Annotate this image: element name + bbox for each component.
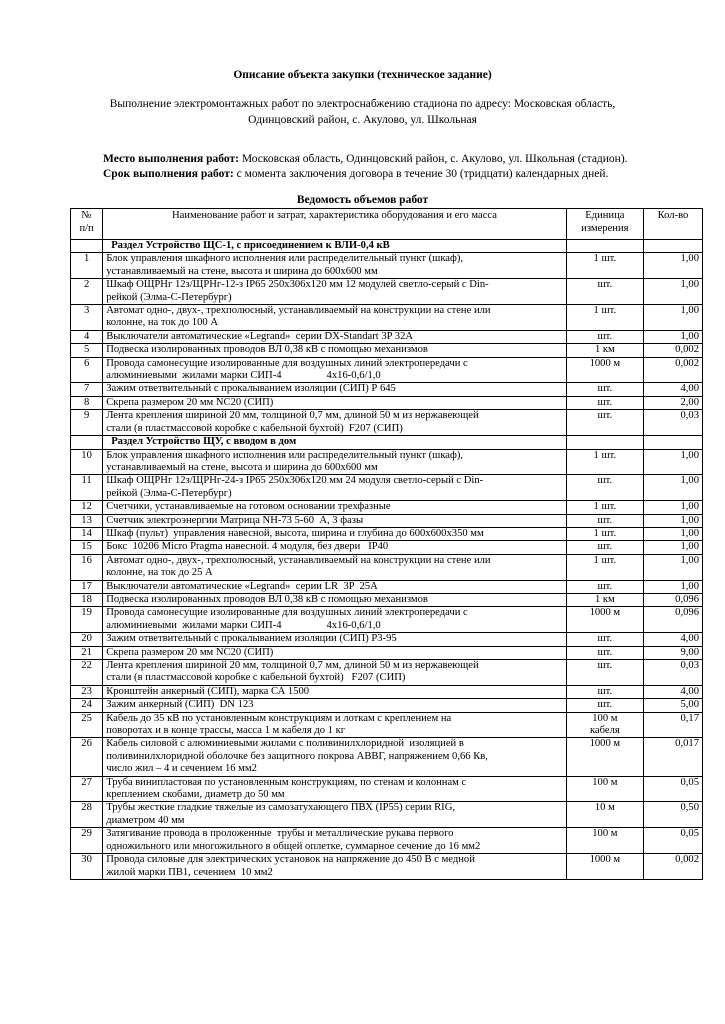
cell-qty: 0,05 (643, 776, 702, 802)
cell-num: 15 (71, 541, 103, 554)
cell-num: 29 (71, 828, 103, 854)
cell-unit (566, 305, 643, 331)
cell-name-line: одножильного или многожильного в общей оплетке, суммарное сечение до 16 мм2 (106, 840, 481, 852)
header-num-line: № (81, 210, 92, 221)
cell-name (103, 660, 567, 686)
cell-name (103, 279, 567, 305)
cell-unit (566, 660, 643, 686)
cell-qty: 1,00 (643, 279, 702, 305)
cell-name-line: поворотах и в конце трассы, масса 1 м кабеля до 1 кг (106, 725, 346, 737)
cell-name (103, 580, 567, 593)
cell-name (103, 449, 567, 475)
table-row (71, 828, 703, 854)
cell-name-line: Кронштейн анкерный (СИП), марка СА 1500 (106, 685, 310, 697)
table-row (71, 712, 703, 738)
cell-unit-line: шт. (597, 685, 613, 697)
cell-unit (566, 240, 643, 253)
work-place (103, 152, 703, 167)
table-row (71, 305, 703, 331)
cell-unit (566, 541, 643, 554)
cell-num: 20 (71, 633, 103, 646)
cell-qty: 0,017 (643, 738, 702, 776)
cell-name (103, 383, 567, 396)
cell-qty: 1,00 (643, 501, 702, 514)
cell-unit-line: 100 м (592, 828, 618, 840)
table-row (71, 527, 703, 540)
cell-name-line: Автомат одно-, двух-, трехполюсный, устанавливаемый на конструкции на стене или (106, 305, 491, 317)
cell-qty: 0,50 (643, 802, 702, 828)
cell-name-line: Зажим анкерный (СИП) DN 123 (106, 699, 254, 711)
cell-name (103, 593, 567, 606)
cell-unit (566, 344, 643, 357)
cell-num: 16 (71, 554, 103, 580)
work-place-value: Московская область, Одинцовский район, с. Акулово, ул. Школьная (стадион). (238, 153, 628, 165)
cell-unit-line: 10 м (594, 802, 615, 814)
cell-qty: 1,00 (643, 541, 702, 554)
cell-qty: 1,00 (643, 527, 702, 540)
cell-name-line: Кабель силовой с алюминиевыми жилами с поливинилхлоридной изоляцией в (106, 738, 464, 750)
cell-num: 27 (71, 776, 103, 802)
table-row (71, 593, 703, 606)
cell-name-line: Труба винипластовая по установленным конструкциям, по стенам и колоннам с (106, 776, 467, 788)
cell-name (103, 554, 567, 580)
cell-name (103, 607, 567, 633)
cell-qty: 1,00 (643, 253, 702, 279)
table-row (71, 501, 703, 514)
table-row (71, 660, 703, 686)
cell-unit (566, 501, 643, 514)
cell-unit (566, 436, 643, 449)
cell-name-line: Скрепа размером 20 мм NC20 (СИП) (106, 646, 274, 658)
table-row (71, 253, 703, 279)
cell-qty: 0,096 (643, 593, 702, 606)
cell-unit-line: шт. (597, 279, 613, 291)
header-name (103, 209, 567, 240)
cell-unit-line: шт. (597, 410, 613, 422)
cell-name (103, 712, 567, 738)
cell-unit (566, 607, 643, 633)
header-qty-text: Кол-во (657, 210, 689, 221)
cell-num: 9 (71, 410, 103, 436)
cell-qty: 0,002 (643, 854, 702, 880)
cell-num: 5 (71, 344, 103, 357)
work-term (103, 167, 703, 182)
cell-name-line: Провода силовые для электрических установок на напряжение до 450 В с медной (106, 854, 475, 866)
cell-num: 10 (71, 449, 103, 475)
cell-qty (643, 240, 702, 253)
cell-name-line: стали (в пластмассовой коробке с кабельной бухтой) F207 (СИП) (106, 672, 406, 684)
cell-unit (566, 449, 643, 475)
cell-unit (566, 712, 643, 738)
table-row (71, 541, 703, 554)
table-row (71, 330, 703, 343)
table-row (71, 449, 703, 475)
cell-name (103, 802, 567, 828)
table-row (71, 396, 703, 409)
cell-name-line: Лента крепления шириной 20 мм, толщиной 0,7 мм, длиной 50 м из нержавеющей (106, 660, 479, 671)
table-row (71, 383, 703, 396)
cell-name (103, 633, 567, 646)
table-row (71, 475, 703, 501)
cell-num: 28 (71, 802, 103, 828)
cell-unit-line: шт. (597, 633, 613, 645)
table-row (71, 344, 703, 357)
cell-name-line: Провода самонесущие изолированные для воздушных линий электропередачи с (106, 357, 468, 369)
cell-name-line: Зажим ответвительный с прокалыванием изоляции (СИП) Р3-95 (106, 633, 397, 645)
table-row (71, 738, 703, 776)
header-num (71, 209, 103, 240)
cell-name-line: устанавливаемый на стене, высота и ширина до 600х600 мм (106, 461, 378, 473)
cell-qty: 4,00 (643, 383, 702, 396)
cell-name-line: Блок управления шкафного исполнения или распределительный пункт (шкаф), (106, 449, 464, 461)
cell-name (103, 410, 567, 436)
cell-qty: 1,00 (643, 449, 702, 475)
cell-name (103, 854, 567, 880)
cell-unit-line: шт. (597, 580, 613, 592)
cell-name-line: устанавливаемый на стене, высота и ширина до 600х600 мм (106, 265, 378, 277)
cell-unit (566, 475, 643, 501)
cell-name-line: креплением скобами, диаметр до 50 мм (106, 789, 285, 801)
table-row (71, 633, 703, 646)
cell-name-line: Счетчик электроэнергии Матрица NH-73 5-60 А, 3 фазы (106, 514, 364, 526)
cell-unit-line: кабеля (589, 725, 620, 737)
cell-name (103, 541, 567, 554)
cell-name (103, 646, 567, 659)
cell-num: 21 (71, 646, 103, 659)
table-row (71, 854, 703, 880)
cell-unit-line: шт. (597, 475, 613, 487)
subtitle-line: Одинцовский район, с. Акулово, ул. Школьная (248, 114, 477, 126)
cell-unit-line: 1 шт. (593, 527, 617, 539)
cell-unit (566, 514, 643, 527)
cell-unit (566, 802, 643, 828)
cell-name (103, 776, 567, 802)
cell-unit-line: 1000 м (589, 357, 621, 369)
table-row (71, 580, 703, 593)
cell-name-line: Трубы жесткие гладкие тяжелые из самозатухающего ПВХ (IP55) серии RIG, (106, 802, 455, 814)
cell-name-line: поливинилхлоридной оболочке без защитного покрова АВВГ, напряжением 0,66 Кв, (106, 750, 488, 762)
cell-unit-line: шт. (597, 330, 613, 342)
cell-unit-line: шт. (597, 541, 613, 553)
cell-name-line: число жил – 4 и сечением 16 мм2 (106, 763, 257, 775)
cell-name (103, 685, 567, 698)
cell-qty: 0,17 (643, 712, 702, 738)
header-name-text: Наименование работ и затрат, характеристика оборудования и его масса (171, 210, 497, 221)
cell-name-line: колонне, на ток до 25 А (106, 567, 213, 579)
cell-name (103, 357, 567, 383)
cell-name-line: Затягивание провода в проложенные трубы и металлические рукава первого (106, 828, 454, 840)
cell-qty: 5,00 (643, 699, 702, 712)
cell-name-line: Выключатели автоматические «Legrand» серии LR 3P 25A (106, 580, 378, 592)
cell-unit-line: 1 шт. (593, 501, 617, 513)
cell-name-line: Зажим ответвительный с прокалыванием изоляции (СИП) Р 645 (106, 383, 396, 395)
cell-unit-line: 1 шт. (593, 253, 617, 265)
header-unit-line: измерения (581, 223, 629, 234)
cell-unit-line: шт. (597, 699, 613, 711)
cell-name (103, 828, 567, 854)
cell-name-line: Скрепа размером 20 мм NC20 (СИП) (106, 396, 274, 408)
cell-qty: 2,00 (643, 396, 702, 409)
cell-name-line: Кабель до 35 кВ по установленным конструкциям и лоткам с креплением на (106, 712, 452, 724)
cell-num: 19 (71, 607, 103, 633)
cell-name (103, 396, 567, 409)
table-row (71, 776, 703, 802)
cell-qty: 0,096 (643, 607, 702, 633)
cell-num: 1 (71, 253, 103, 279)
cell-name-line: алюминиевыми жилами марки СИП-4 4х16-0,6/1,0 (106, 370, 381, 382)
cell-num: 8 (71, 396, 103, 409)
table-caption: Ведомость объемов работ (296, 194, 429, 206)
cell-unit-line: шт. (597, 646, 613, 658)
cell-qty (643, 436, 702, 449)
cell-name-line: Лента крепления шириной 20 мм, толщиной 0,7 мм, длиной 50 м из нержавеющей (106, 410, 479, 422)
cell-unit (566, 357, 643, 383)
cell-name-line: Счетчики, устанавливаемые на готовом основании трехфазные (106, 501, 391, 513)
cell-num: 24 (71, 699, 103, 712)
cell-num: 26 (71, 738, 103, 776)
cell-qty: 1,00 (643, 580, 702, 593)
cell-unit (566, 633, 643, 646)
cell-name (103, 475, 567, 501)
subtitle-line: Выполнение электромонтажных работ по электроснабжению стадиона по адресу: Московская область, (109, 98, 616, 110)
header-qty (643, 209, 702, 240)
cell-unit (566, 593, 643, 606)
document-subtitle (90, 96, 635, 128)
cell-qty: 0,002 (643, 357, 702, 383)
cell-qty: 4,00 (643, 633, 702, 646)
cell-qty: 0,002 (643, 344, 702, 357)
cell-unit (566, 527, 643, 540)
cell-name (103, 699, 567, 712)
cell-name-line: Провода самонесущие изолированные для воздушных линий электропередачи с (106, 607, 468, 619)
table-row (71, 514, 703, 527)
header-unit (566, 209, 643, 240)
cell-num: 7 (71, 383, 103, 396)
cell-name (103, 514, 567, 527)
cell-unit (566, 646, 643, 659)
cell-num: 18 (71, 593, 103, 606)
cell-unit (566, 330, 643, 343)
cell-unit-line: 1 шт. (593, 305, 617, 317)
table-row (71, 554, 703, 580)
cell-qty: 9,00 (643, 646, 702, 659)
cell-unit-line: 100 м (592, 776, 618, 788)
cell-unit-line: шт. (597, 514, 613, 526)
cell-name-line: диаметром 40 мм (106, 814, 185, 826)
cell-unit (566, 699, 643, 712)
table-body (71, 240, 703, 880)
cell-qty: 1,00 (643, 330, 702, 343)
cell-num: 17 (71, 580, 103, 593)
cell-name-line: Выключатели автоматические «Legrand» серии DX-Standart 3P 32A (106, 330, 414, 342)
cell-name-line: Автомат одно-, двух-, трехполюсный, устанавливаемый на конструкции на стене или (106, 554, 491, 566)
cell-unit-line: шт. (597, 383, 613, 395)
table-row (71, 699, 703, 712)
cell-num: 11 (71, 475, 103, 501)
cell-unit-line: шт. (597, 396, 613, 408)
cell-num (71, 240, 103, 253)
cell-num: 3 (71, 305, 103, 331)
cell-num: 14 (71, 527, 103, 540)
cell-qty: 1,00 (643, 514, 702, 527)
cell-unit-line: 1000 м (589, 607, 621, 619)
cell-unit (566, 253, 643, 279)
cell-unit-line: 1 км (594, 344, 615, 356)
document-title: Описание объекта закупки (техническое задание) (233, 69, 492, 81)
cell-unit (566, 580, 643, 593)
table-header-row (71, 209, 703, 240)
cell-name-line: рейкой (Элма-С-Петербург) (106, 291, 232, 303)
cell-unit (566, 738, 643, 776)
cell-name-line: Подвеска изолированных проводов ВЛ 0,38 кВ с помощью механизмов (106, 344, 428, 356)
cell-num: 13 (71, 514, 103, 527)
table-row (71, 357, 703, 383)
cell-unit (566, 396, 643, 409)
table-row (71, 802, 703, 828)
cell-name-line: алюминиевыми жилами марки СИП-4 4х16-0,6/1,0 (106, 619, 381, 631)
cell-name (103, 253, 567, 279)
cell-unit-line: 100 м (592, 712, 618, 724)
cell-qty: 0,03 (643, 660, 702, 686)
cell-qty: 1,00 (643, 554, 702, 580)
table-row (71, 685, 703, 698)
cell-name-line: жилой марки ПВ1, сечением 10 мм2 (106, 866, 273, 878)
cell-qty: 1,00 (643, 305, 702, 331)
cell-unit-line: 1 км (594, 593, 615, 605)
cell-name (103, 330, 567, 343)
cell-name-line: колонне, на ток до 100 А (106, 317, 219, 329)
cell-name-line: Подвеска изолированных проводов ВЛ 0,38 кВ с помощью механизмов (106, 593, 428, 605)
cell-name (103, 501, 567, 514)
section-title: Раздел Устройство ЩУ, с вводом в дом (103, 436, 567, 449)
header-unit-line: Единица (585, 210, 625, 221)
table-row (71, 607, 703, 633)
table-row (71, 279, 703, 305)
cell-name (103, 305, 567, 331)
cell-unit-line: 1 шт. (593, 554, 617, 566)
work-term-value: с момента заключения договора в течение 30 (тридцати) календарных дней. (233, 168, 609, 180)
cell-name-line: Шкаф ОЩРНг 12з/ЩРНг-12-з IP65 250х306х120 мм 12 модулей светло-серый с Din- (106, 279, 489, 291)
cell-qty: 4,00 (643, 685, 702, 698)
cell-num: 30 (71, 854, 103, 880)
cell-name-line: Шкаф (пульт) управления навесной, высота, ширина и глубина до 600х600х350 мм (106, 527, 484, 539)
cell-unit (566, 854, 643, 880)
cell-name-line: Бокс 10206 Micro Pragma навесной. 4 модуля, без двери IP40 (106, 541, 389, 553)
cell-unit-line: 1000 м (589, 854, 621, 866)
cell-unit (566, 685, 643, 698)
cell-unit-line: шт. (597, 660, 613, 671)
cell-unit (566, 776, 643, 802)
cell-num: 6 (71, 357, 103, 383)
cell-unit (566, 410, 643, 436)
table-row (71, 410, 703, 436)
cell-qty: 0,03 (643, 410, 702, 436)
cell-num: 12 (71, 501, 103, 514)
cell-unit (566, 554, 643, 580)
table-section-row (71, 240, 703, 253)
cell-unit-line: 1000 м (589, 738, 621, 750)
cell-name-line: рейкой (Элма-С-Петербург) (106, 487, 232, 499)
cell-qty: 1,00 (643, 475, 702, 501)
work-place-label: Место выполнения работ: (103, 153, 239, 165)
section-title: Раздел Устройство ЩС-1, с присоединением к ВЛИ-0,4 кВ (103, 240, 567, 253)
cell-unit-line: 1 шт. (593, 449, 617, 461)
cell-num (71, 436, 103, 449)
cell-num: 4 (71, 330, 103, 343)
cell-num: 25 (71, 712, 103, 738)
cell-qty: 0,05 (643, 828, 702, 854)
cell-name (103, 344, 567, 357)
cell-unit (566, 279, 643, 305)
cell-unit (566, 828, 643, 854)
cell-name (103, 738, 567, 776)
cell-unit (566, 383, 643, 396)
header-num-line: п/п (79, 223, 94, 234)
cell-name (103, 527, 567, 540)
table-section-row (71, 436, 703, 449)
cell-name-line: Блок управления шкафного исполнения или распределительный пункт (шкаф), (106, 253, 464, 265)
cell-name-line: стали (в пластмассовой коробке с кабельной бухтой) F207 (СИП) (106, 422, 403, 434)
cell-num: 2 (71, 279, 103, 305)
cell-name-line: Шкаф ОЩРНг 12з/ЩРНг-24-з IP65 250х306х120 мм 24 модуля светло-серый с Din- (106, 475, 484, 487)
cell-num: 22 (71, 660, 103, 686)
work-term-label: Срок выполнения работ: (103, 168, 234, 180)
cell-num: 23 (71, 685, 103, 698)
table-row (71, 646, 703, 659)
volume-table (70, 208, 703, 880)
